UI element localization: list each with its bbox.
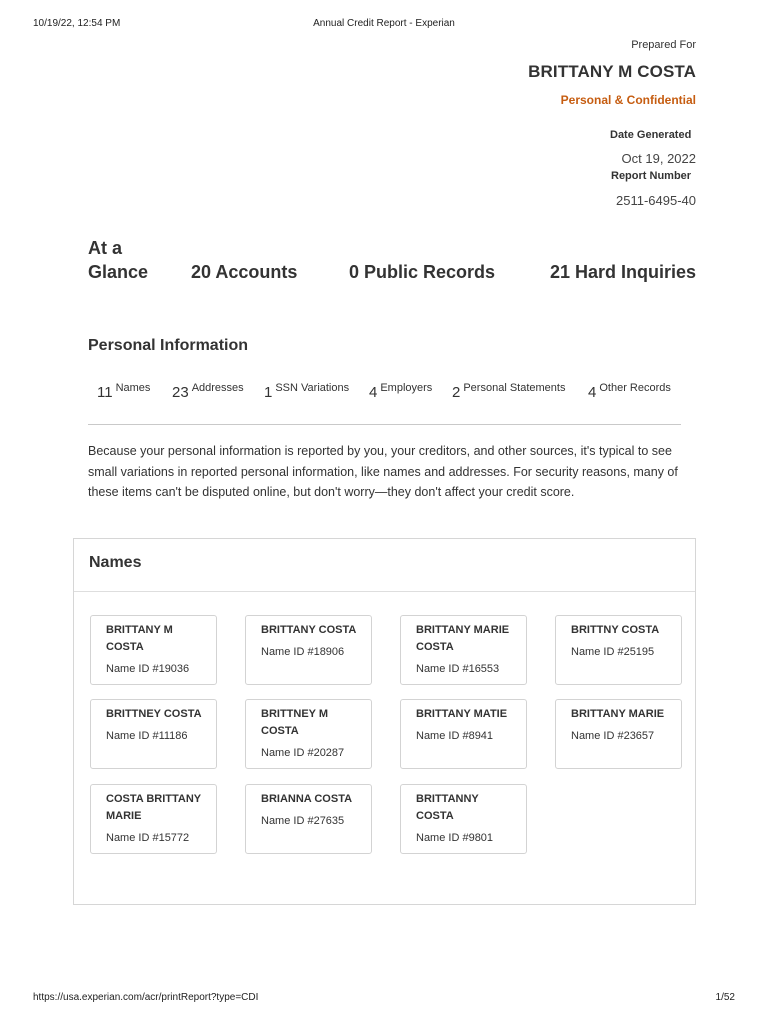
name-id: Name ID #25195 (571, 646, 655, 658)
name-id: Name ID #20287 (261, 747, 345, 759)
count-number: 11 (97, 384, 113, 401)
name-value: BRITTNY COSTA (571, 624, 660, 636)
confidential-label: Personal & Confidential (560, 93, 696, 107)
card-divider (74, 591, 695, 592)
name-id: Name ID #19036 (106, 663, 190, 675)
name-tile[interactable] (90, 699, 217, 769)
count-names[interactable] (97, 380, 151, 401)
name-tile[interactable] (245, 784, 372, 854)
personal-information-description: Because your personal information is reported by you, your creditors, and other sources, it's typical to see small variations in reported personal information, like names and addresses. For security reasons, many of these items can't be disputed online, but don't worry—they don't affect your credit score. (88, 444, 678, 499)
name-value: BRITTNEY M COSTA (261, 708, 329, 737)
name-id: Name ID #27635 (261, 815, 345, 827)
count-label: SSN Variations (275, 382, 350, 394)
name-tile[interactable] (90, 784, 217, 854)
report-number-label: Report Number (611, 170, 692, 182)
at-a-glance-summary (88, 236, 696, 284)
name-tile[interactable] (400, 784, 527, 854)
name-value: BRITTNEY COSTA (106, 708, 202, 720)
date-generated-label: Date Generated (610, 129, 692, 141)
count-personal-statements[interactable] (452, 380, 566, 401)
count-ssn-variations[interactable] (264, 380, 350, 401)
count-number: 2 (452, 384, 461, 401)
name-tile[interactable] (555, 699, 682, 769)
count-employers[interactable] (369, 380, 433, 401)
name-id: Name ID #23657 (571, 730, 655, 742)
name-id: Name ID #16553 (416, 663, 500, 675)
name-id: Name ID #11186 (106, 730, 188, 742)
name-value: BRIANNA COSTA (261, 793, 353, 805)
print-url: https://usa.experian.com/acr/printReport?type=CDI (33, 992, 259, 1003)
name-id: Name ID #8941 (416, 730, 494, 742)
count-label: Addresses (191, 382, 244, 394)
at-a-glance-title: At a Glance (88, 238, 149, 282)
count-number: 1 (264, 384, 273, 401)
name-value: BRITTANY M COSTA (106, 624, 173, 653)
count-label: Names (115, 382, 151, 394)
count-label: Other Records (599, 382, 671, 394)
report-number-value: 2511-6495-40 (616, 193, 696, 208)
name-value: BRITTANY MARIE COSTA (416, 624, 510, 653)
public-records-count: 0 Public Records (349, 262, 496, 282)
count-label: Employers (380, 382, 433, 394)
name-id: Name ID #18906 (261, 646, 345, 658)
count-other-records[interactable] (588, 380, 671, 401)
date-generated-value: Oct 19, 2022 (621, 151, 696, 166)
count-number: 4 (369, 384, 378, 401)
prepared-for-label: Prepared For (631, 39, 696, 51)
name-id: Name ID #15772 (106, 832, 190, 844)
name-value: COSTA BRITTANY MARIE (106, 793, 201, 822)
name-value: BRITTANY MARIE (571, 708, 665, 720)
name-value: BRITTANY MATIE (416, 708, 508, 720)
name-tile[interactable] (245, 615, 372, 685)
name-tile[interactable] (245, 699, 372, 769)
name-tile[interactable] (400, 615, 527, 685)
name-id: Name ID #9801 (416, 832, 494, 844)
consumer-name: BRITTANY M COSTA (528, 62, 696, 81)
personal-information-title: Personal Information (88, 337, 249, 354)
print-header (0, 18, 768, 32)
count-number: 23 (172, 384, 189, 401)
print-timestamp: 10/19/22, 12:54 PM (33, 18, 121, 29)
name-tile[interactable] (555, 615, 682, 685)
count-label: Personal Statements (463, 382, 566, 394)
hard-inquiries-count: 21 Hard Inquiries (549, 262, 696, 282)
name-value: BRITTANNY COSTA (416, 793, 479, 822)
names-card (73, 538, 696, 905)
count-number: 4 (588, 384, 597, 401)
print-document-title: Annual Credit Report - Experian (313, 18, 455, 29)
count-addresses[interactable] (172, 380, 244, 401)
names-card-title: Names (89, 554, 142, 571)
page-number: 1/52 (715, 992, 735, 1003)
name-value: BRITTANY COSTA (261, 624, 357, 636)
name-tile[interactable] (90, 615, 217, 685)
section-divider (88, 424, 681, 425)
accounts-count: 20 Accounts (191, 262, 298, 282)
name-tile[interactable] (400, 699, 527, 769)
